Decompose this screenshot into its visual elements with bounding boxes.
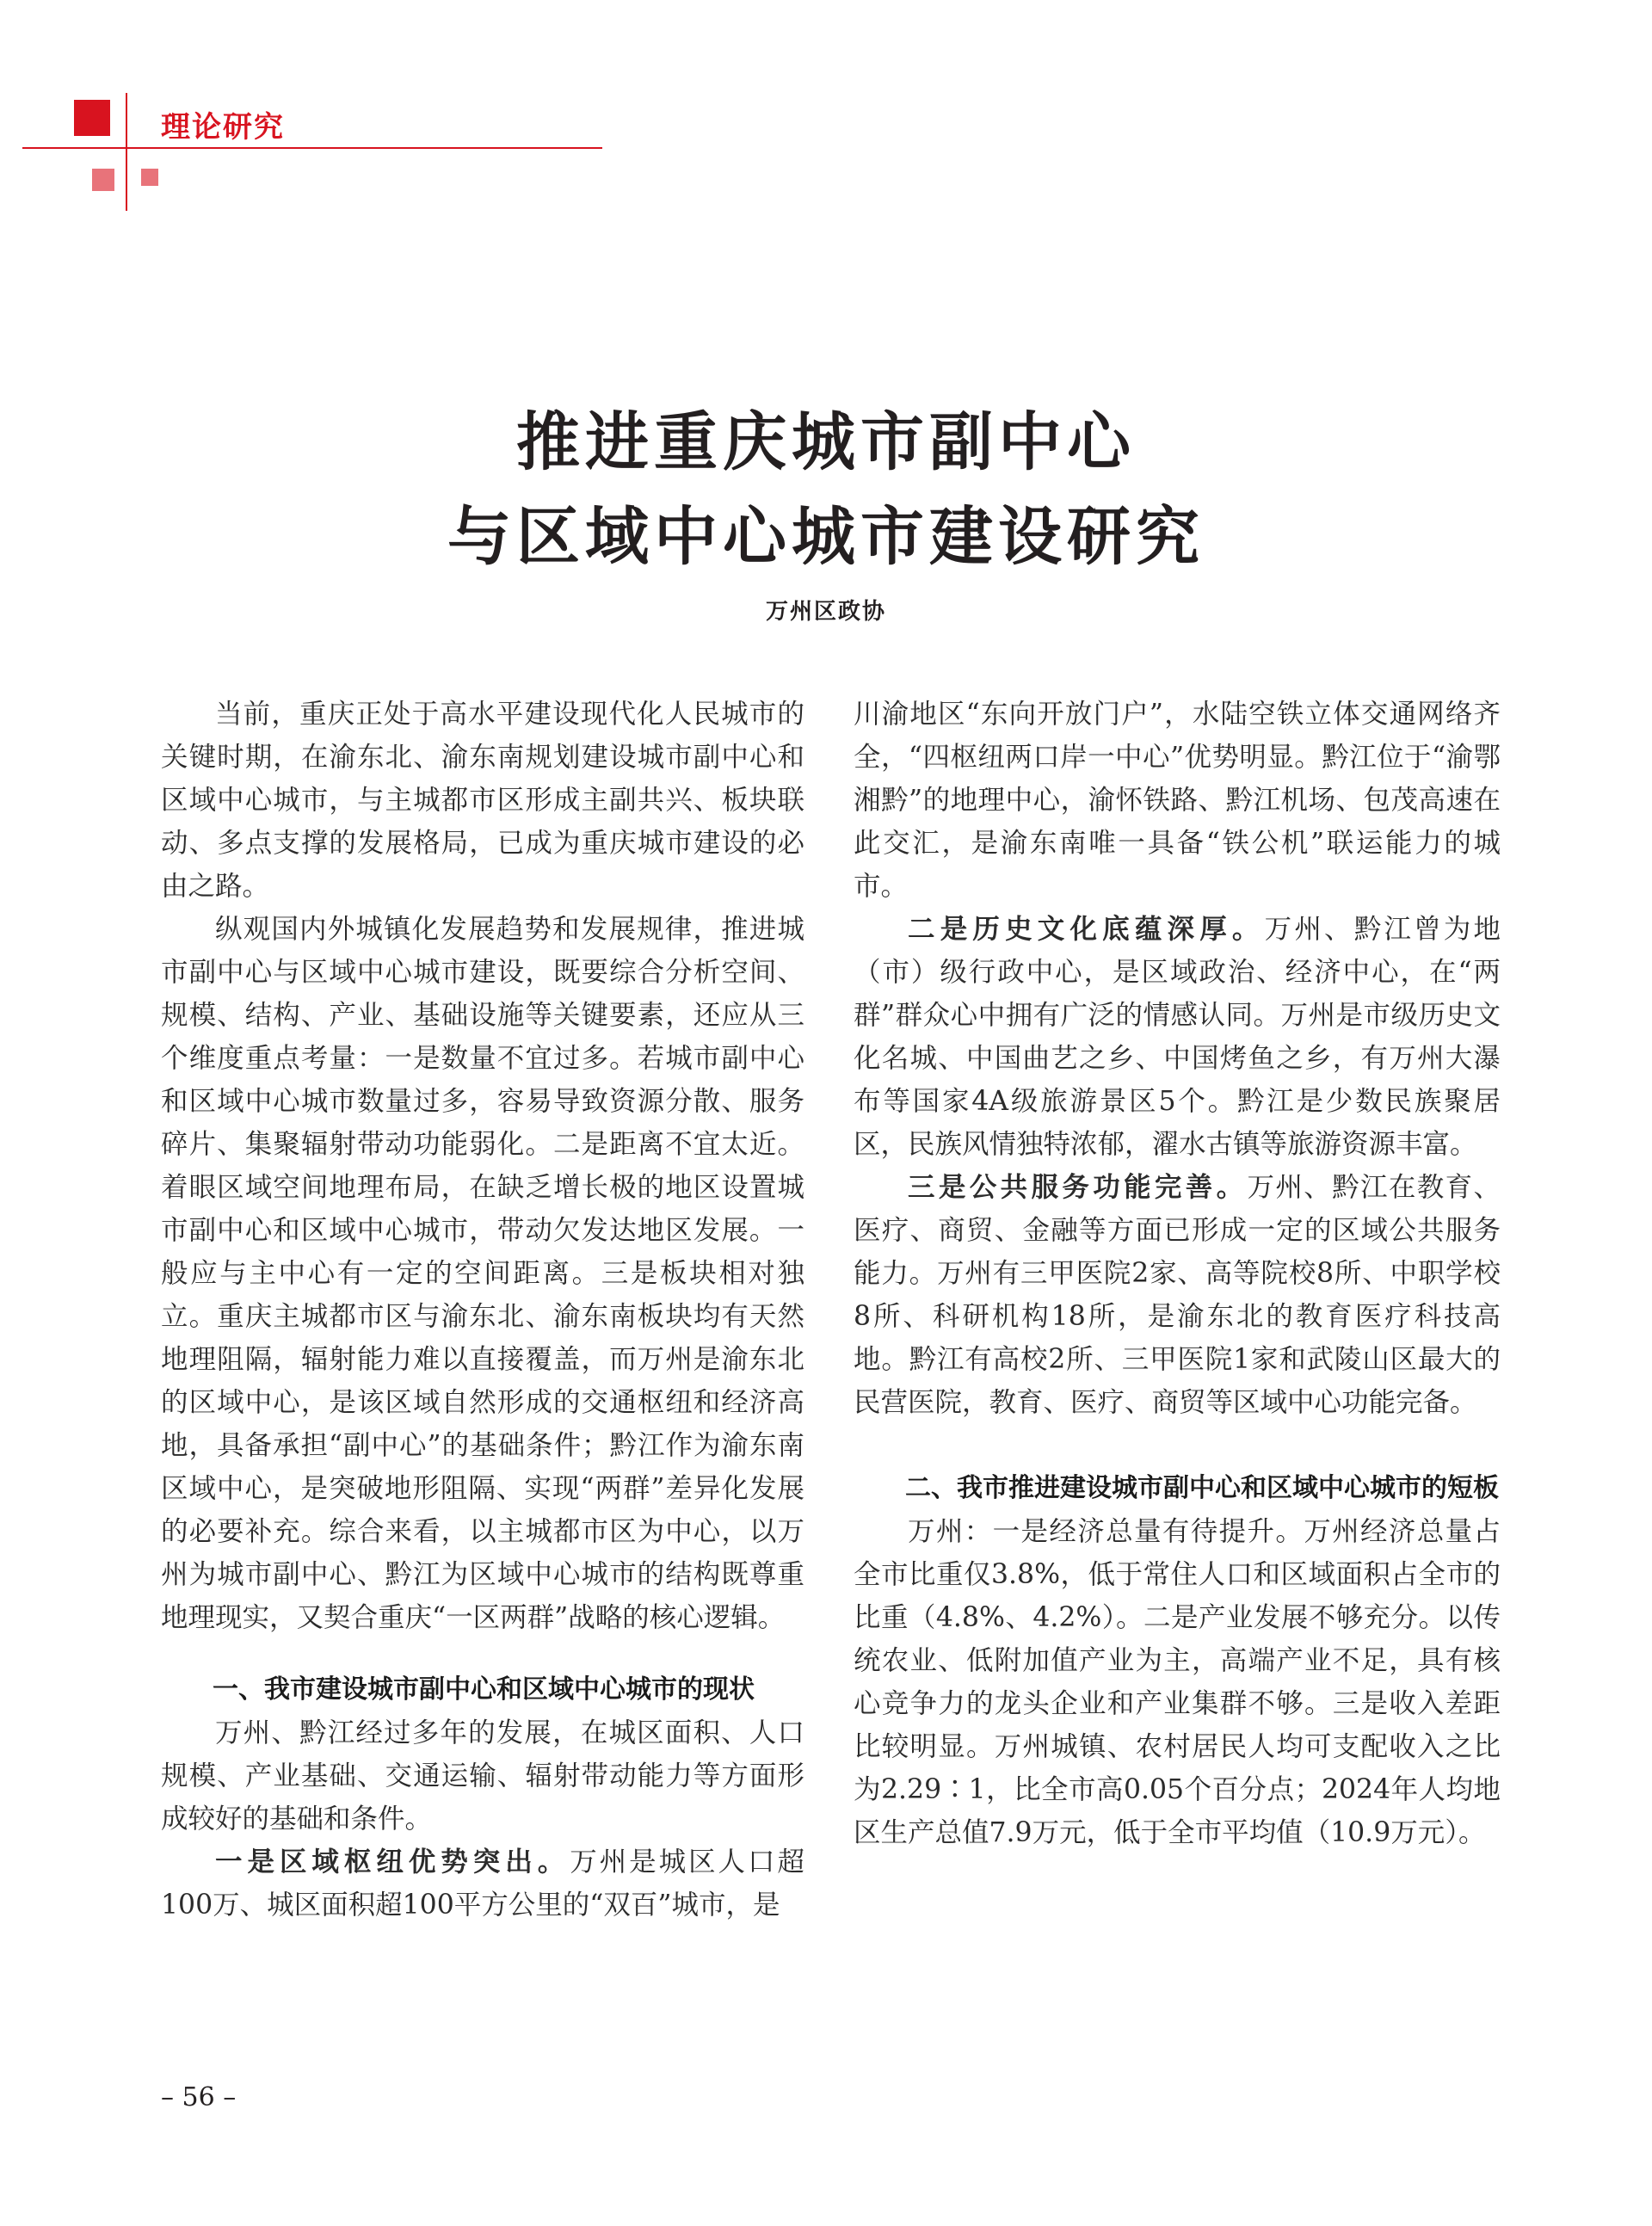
- paragraph-lead: 二是历史文化底蕴深厚。: [908, 913, 1265, 945]
- paragraph: 纵观国内外城镇化发展趋势和发展规律，推进城市副中心与区域中心城市建设，既要综合分析空间、规模、结构、产业、基础设施等关键要素，还应从三个维度重点考量：一是数量不宜过多。若城市副中心和区域中心城市数量过多，容易导致资源分散、服务碎片、集聚辐射带动功能弱化。二是距离不宜太近。着眼区域空间地理布局，在缺乏增长极的地区设置城市副中心和区域中心城市，带动欠发达地区发展。一般应与主中心有一定的空间距离。三是板块相对独立。重庆主城都市区与渝东北、渝东南板块均有天然地理阻隔，辐射能力难以直接覆盖，而万州是渝东北的区域中心，是该区域自然形成的交通枢纽和经济高地，具备承担“副中心”的基础条件；黔江作为渝东南区域中心，是突破地形阻隔、实现“两群”差异化发展的必要补充。综合来看，以主城都市区为中心，以万州为城市副中心、黔江为区域中心城市的结构既尊重地理现实，又契合重庆“一区两群”战略的核心逻辑。: [161, 914, 804, 1633]
- paragraph: 川渝地区“东向开放门户”，水陆空铁立体交通网络齐全，“四枢纽两口岸一中心”优势明显。黔江位于“渝鄂湘黔”的地理中心，渝怀铁路、黔江机场、包茂高速在此交汇，是渝东南唯一具备“铁公机”联运能力的城市。: [854, 699, 1501, 902]
- right-column: [854, 693, 1501, 1854]
- paragraph: [854, 1166, 1501, 1424]
- paragraph: [854, 908, 1501, 1166]
- left-column: [161, 693, 804, 1927]
- paragraph-body: 万州、黔江在教育、医疗、商贸、金融等方面已形成一定的区域公共服务能力。万州有三甲医院2家、高等院校8所、中职学校8所、科研机构18所，是渝东北的教育医疗科技高地。黔江有高校2所、三甲医院1家和武陵山区最大的民营医院，教育、医疗、商贸等区域中心功能完备。: [854, 1172, 1501, 1418]
- paragraph-body: 万州、黔江曾为地（市）级行政中心，是区域政治、经济中心，在“两群”群众心中拥有广泛的情感认同。万州是市级历史文化名城、中国曲艺之乡、中国烤鱼之乡，有万州大瀑布等国家4A级旅游景区5个。黔江是少数民族聚居区，民族风情独特浓郁，濯水古镇等旅游资源丰富。: [854, 914, 1501, 1160]
- paragraph: [161, 1841, 804, 1927]
- header-small-square-2: [141, 169, 158, 186]
- paragraph: 当前，重庆正处于高水平建设现代化人民城市的关键时期，在渝东北、渝东南规划建设城市副中心和区域中心城市，与主城都市区形成主副共兴、板块联动、多点支撑的发展格局，已成为重庆城市建设的必由之路。: [161, 699, 804, 902]
- page-number: – 56 –: [161, 2082, 237, 2112]
- article-title-line1: 推进重庆城市副中心: [516, 405, 1136, 479]
- section-heading-1: 一、我市建设城市副中心和区域中心城市的现状: [213, 1674, 755, 1705]
- article-author: 万州区政协: [765, 599, 886, 625]
- paragraph-lead: 三是公共服务功能完善。: [908, 1171, 1248, 1203]
- paragraph: 万州、黔江经过多年的发展，在城区面积、人口规模、产业基础、交通运输、辐射带动能力等方面形成较好的基础和条件。: [161, 1717, 804, 1834]
- paragraph: 万州：一是经济总量有待提升。万州经济总量占全市比重仅3.8%，低于常住人口和区域面积占全市的比重（4.8%、4.2%）。二是产业发展不够充分。以传统农业、低附加值产业为主，高端产业不足，具有核心竞争力的龙头企业和产业集群不够。三是收入差距比较明显。万州城镇、农村居民人均可支配收入之比为2.29∶1，比全市高0.05个百分点；2024年人均地区生产总值7.9万元，低于全市平均值（10.9万元）。: [854, 1516, 1501, 1848]
- paragraph-lead: 一是区域枢纽优势突出。: [215, 1846, 570, 1878]
- header-decoration: [0, 0, 620, 224]
- section-heading-2: 二、我市推进建设城市副中心和区域中心城市的短板: [905, 1473, 1499, 1503]
- header-small-square-1: [92, 169, 114, 191]
- article-title-line2: 与区域中心城市建设研究: [447, 500, 1205, 574]
- paragraph-body: 万州是城区人口超100万、城区面积超100平方公里的“双百”城市，是: [161, 1847, 804, 1921]
- header-red-square: [74, 100, 110, 136]
- section-label: 理论研究: [161, 110, 285, 145]
